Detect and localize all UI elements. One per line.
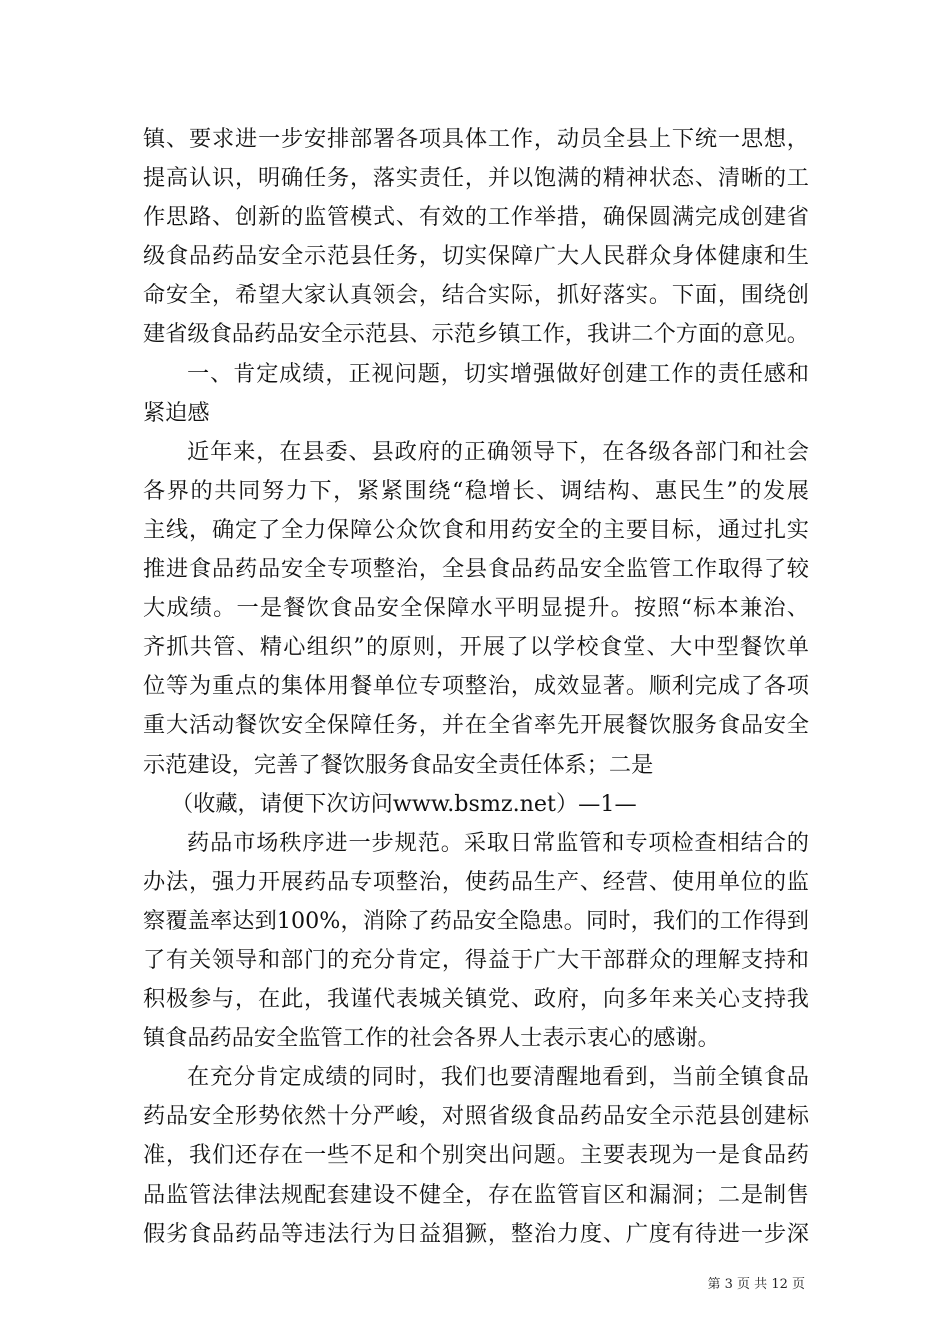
text-line: 主线，确定了全力保障公众饮食和用药安全的主要目标，通过扎实: [143, 516, 809, 543]
text-line: 齐抓共管、精心组织”的原则，开展了以学校食堂、大中型餐饮单: [143, 634, 809, 661]
text-line: 重大活动餐饮安全保障任务，并在全省率先开展餐饮服务食品安全: [143, 712, 809, 739]
text-line: 建省级食品药品安全示范县、示范乡镇工作，我讲二个方面的意见。: [143, 321, 809, 348]
text-line: 察覆盖率达到100%，消除了药品安全隐患。同时，我们的工作得到: [143, 907, 809, 934]
text-line: 大成绩。一是餐饮食品安全保障水平明显提升。按照“标本兼治、: [143, 595, 809, 622]
body-text: [143, 120, 809, 1254]
text-line: 品监管法律法规配套建设不健全，存在监管盲区和漏洞；二是制售: [143, 1181, 809, 1208]
text-line: 示范建设，完善了餐饮服务食品安全责任体系；二是: [143, 751, 654, 778]
watermark-note: （收藏，请便下次访问www.bsmz.net）—1—: [171, 790, 637, 817]
text-line: 了有关领导和部门的充分肯定，得益于广大干部群众的理解支持和: [143, 946, 809, 973]
text-line: 办法，强力开展药品专项整治，使药品生产、经营、使用单位的监: [143, 868, 809, 895]
text-line: 假劣食品药品等违法行为日益猖獗，整治力度、广度有待进一步深: [143, 1220, 809, 1247]
text-line: 级食品药品安全示范县任务，切实保障广大人民群众身体健康和生: [143, 243, 809, 270]
text-line: 药品市场秩序进一步规范。采取日常监管和专项检查相结合的: [187, 829, 809, 856]
text-line: 在充分肯定成绩的同时，我们也要清醒地看到，当前全镇食品: [187, 1064, 809, 1091]
text-line: 镇、要求进一步安排部署各项具体工作，动员全县上下统一思想，: [143, 126, 809, 152]
text-line: 各界的共同努力下，紧紧围绕“稳增长、调结构、惠民生”的发展: [143, 477, 809, 504]
text-line: 近年来，在县委、县政府的正确领导下，在各级各部门和社会: [187, 438, 809, 465]
text-line: 准，我们还存在一些不足和个别突出问题。主要表现为一是食品药: [143, 1142, 809, 1169]
text-line: 推进食品药品安全专项整治，全县食品药品安全监管工作取得了较: [143, 556, 809, 583]
section-heading-line: 一、肯定成绩，正视问题，切实增强做好创建工作的责任感和: [187, 360, 809, 387]
section-heading-line: 紧迫感: [143, 399, 210, 426]
text-line: 积极参与，在此，我谨代表城关镇党、政府，向多年来关心支持我: [143, 986, 809, 1013]
text-line: 提高认识，明确任务，落实责任，并以饱满的精神状态、清晰的工: [143, 165, 809, 192]
page-number-footer: 第 3 页 共 12 页: [707, 1277, 805, 1292]
text-line: 命安全，希望大家认真领会，结合实际，抓好落实。下面，围绕创: [143, 282, 809, 309]
text-line: 作思路、创新的监管模式、有效的工作举措，确保圆满完成创建省: [143, 204, 809, 231]
text-line: 药品安全形势依然十分严峻，对照省级食品药品安全示范县创建标: [143, 1103, 809, 1130]
text-line: 镇食品药品安全监管工作的社会各界人士表示衷心的感谢。: [143, 1025, 720, 1052]
text-line: 位等为重点的集体用餐单位专项整治，成效显著。顺利完成了各项: [143, 673, 809, 700]
